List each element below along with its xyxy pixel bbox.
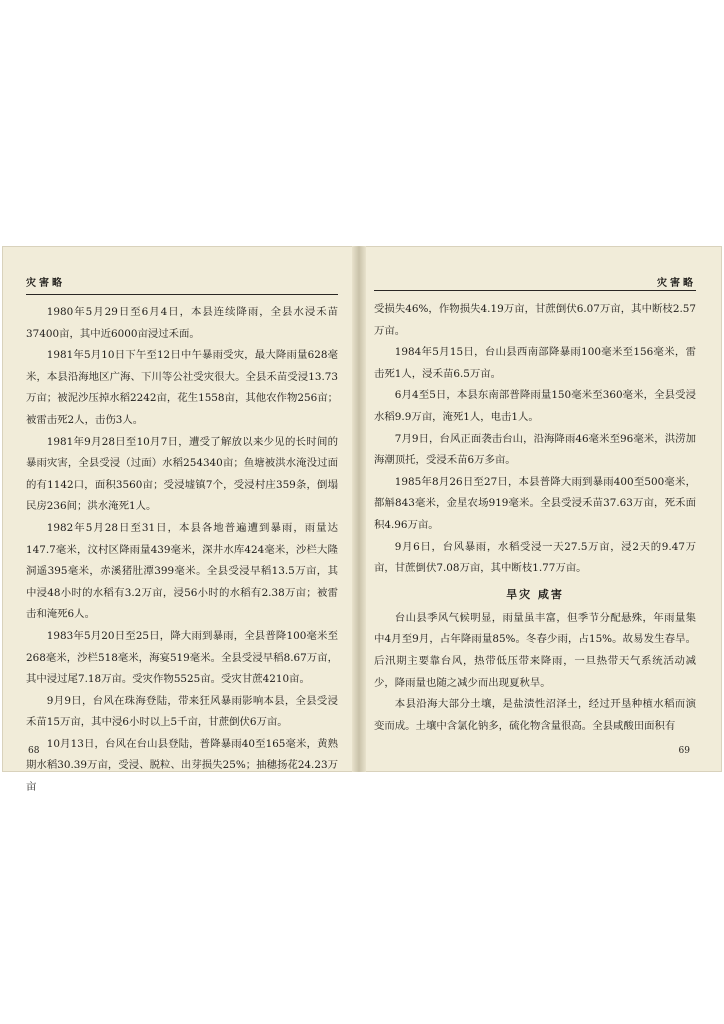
paragraph: 1981年9月28日至10月7日，遭受了解放以来少见的长时间的暴雨灾害，全县受浸（过面）水稻254340亩；鱼塘被洪水淹没过面的有1142口，面积3560亩；受浸墟镇7个，受浸村庄359条，倒塌民房236间；洪水淹死1人。 xyxy=(26,435,338,513)
running-head: 灾害略 xyxy=(657,278,696,289)
header-rule xyxy=(374,290,696,291)
left-page xyxy=(26,246,338,794)
page-body xyxy=(26,302,338,799)
right-page xyxy=(374,246,696,772)
paragraph: 9月6日，台风暴雨，水稻受浸一天27.5万亩，浸2天的9.47万亩，甘蔗倒伏7.08万亩，其中断枝1.77万亩。 xyxy=(374,540,696,575)
book-gutter xyxy=(352,246,366,772)
paragraph: 1980年5月29日至6月4日，本县连续降雨，全县水浸禾苗37400亩，其中近6000亩浸过禾面。 xyxy=(26,306,338,340)
page-body xyxy=(374,299,696,737)
paragraph: 1983年5月20日至25日，降大雨到暴雨，全县普降100毫米至268毫米，沙栏518毫米，海宴519毫米。全县受浸早稻8.67万亩，其中浸过尾7.18万亩。受灾作物5525亩。受灾甘蔗4210亩。 xyxy=(26,629,338,686)
page-number: 68 xyxy=(28,746,40,756)
paragraph: 1985年8月26日至27日，本县普降大雨到暴雨400至500毫米，都斛843毫米，金星农场919毫米。全县受浸禾苗37.63万亩，死禾面积4.96万亩。 xyxy=(374,475,696,531)
paragraph: 本县沿海大部分土壤，是盐渍性沼泽土，经过开垦种植水稻而演变而成。土壤中含氯化钠多，硫化物含量很高。全县咸酸田面积有 xyxy=(374,698,696,732)
paragraph: 7月9日，台风正面袭击台山，沿海降雨46毫米至96毫米，洪涝加海潮顶托，受浸禾苗6万多亩。 xyxy=(374,432,696,467)
paragraph: 1981年5月10日下午至12日中午暴雨受灾，最大降雨量628毫米，本县沿海地区广海、下川等公社受灾很大。全县禾苗受浸13.73万亩；被泥沙压掉水稻2242亩，花生1558亩，其他农作物256亩；被雷击死2人，击伤3人。 xyxy=(26,349,338,426)
paragraph: 1982年5月28日至31日，本县各地普遍遭到暴雨，雨量达147.7毫米，汶村区降雨量439毫米，深井水库424毫米，沙栏大隆洞遥395毫米，赤溪猪肚潭399毫米。全县受浸早稻13.5万亩，其中浸48小时的水稻有3.2万亩，浸56小时的水稻有2.38万亩；被雷击和淹死6人。 xyxy=(26,521,338,621)
paragraph: 受损失46%，作物损失4.19万亩，甘蔗倒伏6.07万亩，其中断枝2.57万亩。 xyxy=(374,303,696,337)
paragraph: 台山县季风气候明显，雨量虽丰富，但季节分配悬殊，年雨量集中4月至9月，占年降雨量85%。冬春少雨，占15%。故易发生春旱。后汛期主要靠台风，热带低压带来降雨，一旦热带天气系统活动减少，降雨量也随之减少而出现夏秋旱。 xyxy=(374,611,696,689)
header-rule xyxy=(26,294,338,295)
paragraph: 1984年5月15日，台山县西南部降暴雨100毫米至156毫米，雷击死1人，浸禾苗6.5万亩。 xyxy=(374,346,696,380)
running-head: 灾害略 xyxy=(26,278,65,289)
paragraph: 9月9日，台风在珠海登陆，带来狂风暴雨影响本县，全县受浸禾苗15万亩，其中浸6小时以上5千亩，甘蔗倒伏6万亩。 xyxy=(26,694,338,729)
page-number: 69 xyxy=(678,746,690,756)
paragraph: 6月4至5日，本县东南部普降雨量150毫米至360毫米，全县受浸水稻9.9万亩，淹死1人，电击1人。 xyxy=(374,389,696,423)
paragraph: 10月13日，台风在台山县登陆，普降暴雨40至165毫米，黄熟期水稻30.39万亩，受浸、脱粒、出芽损失25%；抽穗扬花24.23万亩 xyxy=(26,737,338,794)
section-title: 旱灾 咸害 xyxy=(506,587,564,601)
